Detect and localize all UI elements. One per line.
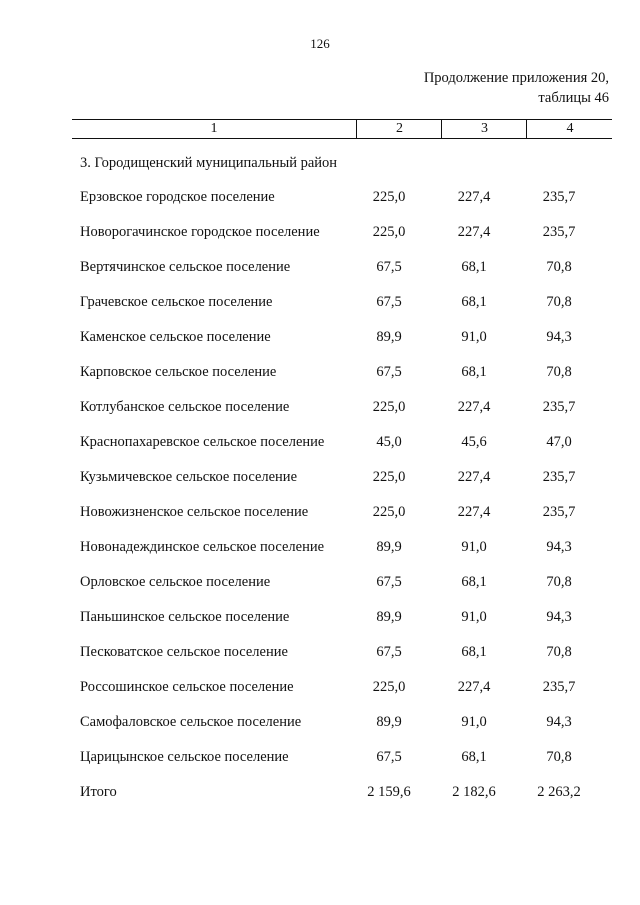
continuation-line-1: Продолжение приложения 20, — [423, 70, 609, 86]
column-header-1: 1 — [210, 121, 218, 136]
value-col-3: 91,0 — [461, 539, 487, 555]
settlement-name: Новожизненское сельское поселение — [80, 504, 309, 520]
settlement-name: Россошинское сельское поселение — [80, 679, 294, 695]
value-col-4: 70,8 — [546, 644, 572, 660]
table-row — [0, 502, 640, 537]
column-header-2: 2 — [356, 120, 442, 138]
table-row — [0, 572, 640, 607]
value-col-4: 94,3 — [546, 714, 572, 730]
value-col-2: 225,0 — [372, 469, 406, 485]
table-row — [0, 222, 640, 257]
table-body — [0, 187, 640, 817]
value-col-2: 89,9 — [376, 539, 402, 555]
settlement-name: Ерзовское городское поселение — [80, 189, 275, 205]
table-row — [0, 257, 640, 292]
value-col-3: 227,4 — [457, 224, 491, 240]
value-col-2: 67,5 — [376, 749, 402, 765]
settlement-name: Песковатское сельское поселение — [80, 644, 288, 660]
settlement-name: Вертячинское сельское поселение — [80, 259, 291, 275]
value-col-4: 47,0 — [546, 434, 572, 450]
value-col-2: 225,0 — [372, 399, 406, 415]
settlement-name: Паньшинское сельское поселение — [80, 609, 290, 625]
section-title: 3. Городищенский муниципальный район — [80, 155, 338, 171]
continuation-line-2: таблицы 46 — [538, 90, 609, 106]
total-col-3: 2 182,6 — [452, 784, 496, 800]
value-col-2: 67,5 — [376, 259, 402, 275]
value-col-4: 70,8 — [546, 574, 572, 590]
table-header-row — [72, 119, 612, 139]
value-col-4: 70,8 — [546, 259, 572, 275]
settlement-name: Новонадеждинское сельское поселение — [80, 539, 325, 555]
table-row — [0, 292, 640, 327]
value-col-2: 89,9 — [376, 609, 402, 625]
table-row — [0, 712, 640, 747]
page-number: 126 — [310, 36, 330, 51]
column-header-3: 3 — [441, 120, 527, 138]
table-row — [0, 187, 640, 222]
value-col-3: 45,6 — [461, 434, 487, 450]
settlement-name: Самофаловское сельское поселение — [80, 714, 302, 730]
value-col-3: 68,1 — [461, 574, 487, 590]
value-col-2: 67,5 — [376, 574, 402, 590]
total-label: Итого — [80, 784, 117, 800]
value-col-4: 235,7 — [542, 399, 576, 415]
value-col-2: 67,5 — [376, 364, 402, 380]
settlement-name: Грачевское сельское поселение — [80, 294, 273, 310]
table-row — [0, 642, 640, 677]
settlement-name: Царицынское сельское поселение — [80, 749, 289, 765]
table-row — [0, 677, 640, 712]
continuation-note — [424, 68, 609, 108]
value-col-3: 227,4 — [457, 189, 491, 205]
value-col-4: 94,3 — [546, 539, 572, 555]
value-col-2: 225,0 — [372, 679, 406, 695]
table-row — [0, 607, 640, 642]
settlement-name: Новорогачинское городское поселение — [80, 224, 320, 240]
settlement-name: Каменское сельское поселение — [80, 329, 271, 345]
value-col-4: 235,7 — [542, 504, 576, 520]
value-col-2: 225,0 — [372, 224, 406, 240]
value-col-2: 89,9 — [376, 714, 402, 730]
settlement-name: Карповское сельское поселение — [80, 364, 277, 380]
settlement-name: Краснопахаревское сельское поселение — [80, 434, 325, 450]
value-col-3: 227,4 — [457, 504, 491, 520]
value-col-3: 68,1 — [461, 259, 487, 275]
value-col-2: 89,9 — [376, 329, 402, 345]
settlement-name: Орловское сельское поселение — [80, 574, 271, 590]
value-col-3: 227,4 — [457, 469, 491, 485]
value-col-4: 70,8 — [546, 364, 572, 380]
value-col-2: 67,5 — [376, 644, 402, 660]
table-row — [0, 747, 640, 782]
value-col-4: 235,7 — [542, 469, 576, 485]
value-col-4: 235,7 — [542, 189, 576, 205]
column-header-4: 4 — [526, 120, 613, 138]
table-row — [0, 397, 640, 432]
value-col-3: 91,0 — [461, 714, 487, 730]
value-col-4: 235,7 — [542, 679, 576, 695]
value-col-3: 227,4 — [457, 679, 491, 695]
table-row — [0, 362, 640, 397]
value-col-3: 68,1 — [461, 294, 487, 310]
value-col-4: 94,3 — [546, 609, 572, 625]
value-col-3: 68,1 — [461, 749, 487, 765]
value-col-3: 68,1 — [461, 644, 487, 660]
value-col-2: 67,5 — [376, 294, 402, 310]
value-col-3: 91,0 — [461, 609, 487, 625]
total-row — [0, 782, 640, 817]
value-col-4: 94,3 — [546, 329, 572, 345]
table-row — [0, 327, 640, 362]
table-row — [0, 537, 640, 572]
value-col-2: 45,0 — [376, 434, 402, 450]
value-col-2: 225,0 — [372, 504, 406, 520]
table-row — [0, 467, 640, 502]
total-col-2: 2 159,6 — [367, 784, 411, 800]
value-col-4: 70,8 — [546, 294, 572, 310]
settlement-name: Котлубанское сельское поселение — [80, 399, 290, 415]
value-col-4: 235,7 — [542, 224, 576, 240]
value-col-3: 91,0 — [461, 329, 487, 345]
table-row — [0, 432, 640, 467]
value-col-4: 70,8 — [546, 749, 572, 765]
total-col-4: 2 263,2 — [537, 784, 581, 800]
value-col-2: 225,0 — [372, 189, 406, 205]
value-col-3: 227,4 — [457, 399, 491, 415]
value-col-3: 68,1 — [461, 364, 487, 380]
settlement-name: Кузьмичевское сельское поселение — [80, 469, 298, 485]
